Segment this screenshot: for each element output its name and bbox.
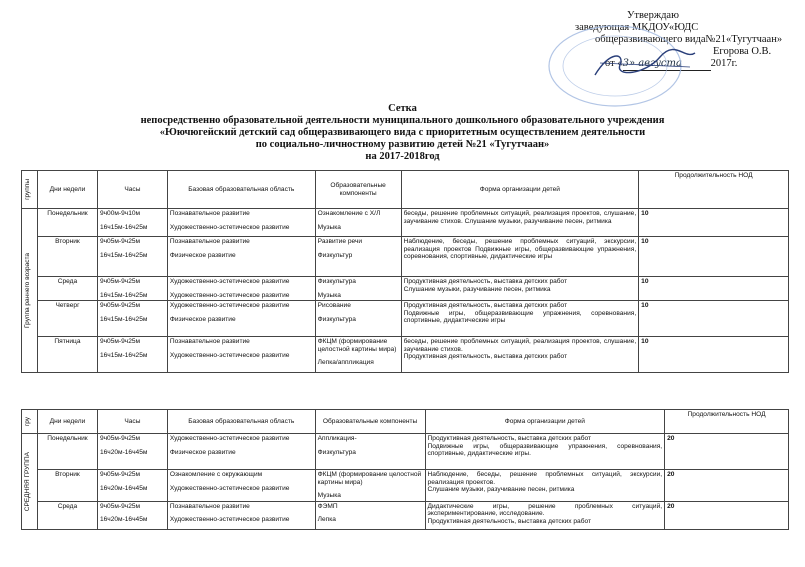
component-value: Физкультура xyxy=(317,315,356,323)
component-value: Музыка xyxy=(317,223,341,231)
area-value: Познавательное развитие xyxy=(169,502,250,510)
hours-cell xyxy=(97,301,167,337)
forms-text: беседы, решение проблемных ситуаций, реализация проектов, слушание, заучивание стихов. Продуктивная деятельность, выставка детских работ xyxy=(403,338,637,361)
table-row xyxy=(22,237,789,277)
area-cell xyxy=(167,501,315,529)
approval-line-2: заведующая МКДОУ«ЮДС xyxy=(575,22,699,33)
component-value: Музыка xyxy=(317,291,341,299)
day-label: Среда xyxy=(57,278,78,285)
header-forms: Форма организации детей xyxy=(425,410,665,434)
component-value: ФКЦМ (формирование целостной картины мира) xyxy=(317,471,422,486)
area-cell xyxy=(167,337,315,373)
components-cell xyxy=(315,337,401,373)
hours-cell xyxy=(97,501,167,529)
area-value: Художественно-эстетическое развитие xyxy=(169,278,290,285)
duration-value: 20 xyxy=(667,435,675,442)
table-row xyxy=(22,434,789,470)
header-duration: Продолжительность НОД xyxy=(639,171,789,209)
component-value: Рисование xyxy=(317,302,351,310)
area-value: Физическое развитие xyxy=(169,315,236,323)
duration-value: 10 xyxy=(641,210,649,217)
duration-value: 20 xyxy=(667,502,675,510)
title-line-5: на 2017-2018год xyxy=(365,151,440,162)
area-cell xyxy=(167,237,315,277)
day-label: Среда xyxy=(57,502,78,510)
hours-value: 9ч05м-9ч25м xyxy=(99,471,141,478)
duration-value: 10 xyxy=(641,278,649,285)
component-value: Физкультура xyxy=(317,278,356,285)
components-cell xyxy=(315,209,401,237)
hours-value: 16ч15м-16ч25м xyxy=(99,291,148,299)
hours-cell xyxy=(97,277,167,301)
component-value: Лепка/аппликация xyxy=(317,359,374,367)
component-value: ФЭМП xyxy=(317,502,338,510)
signature-icon xyxy=(590,45,700,83)
table-row xyxy=(22,470,789,502)
title-line-4: по социально-личностному развитию детей №21 «Тугутчаан» xyxy=(255,139,550,150)
forms-cell xyxy=(401,277,639,301)
forms-text: Наблюдение, беседы, решение проблемных ситуаций, экскурсии, реализация проектов. Слушание музыки, разучивание песен, ритмика xyxy=(427,471,663,494)
day-label: Четверг xyxy=(55,302,80,310)
forms-cell xyxy=(401,301,639,337)
area-cell xyxy=(167,470,315,502)
forms-text: Продуктивная деятельность, выставка детских работ Подвижные игры, общеразвивающие упражнения, соревнования, спортивные, дидактические игры. xyxy=(427,435,663,458)
duration-cell xyxy=(639,301,789,337)
area-cell xyxy=(167,209,315,237)
duration-cell xyxy=(665,501,789,529)
component-value: Ознакомление с Х/Л xyxy=(317,210,381,217)
day-cell xyxy=(37,209,97,237)
area-value: Художественно-эстетическое развитие xyxy=(169,302,290,310)
hours-cell xyxy=(97,470,167,502)
component-value: Физкультур xyxy=(317,251,353,259)
day-label: Пятница xyxy=(54,338,81,346)
approval-date-prefix: от « xyxy=(605,58,623,69)
duration-cell xyxy=(639,209,789,237)
component-value: Физкультура xyxy=(317,448,356,456)
components-cell xyxy=(315,301,401,337)
duration-cell xyxy=(665,470,789,502)
area-value: Познавательное развитие xyxy=(169,338,250,346)
forms-text: Дидактические игры, решение проблемных ситуаций, экспериментирование, исследование. Продуктивная деятельность, выставка детских работ xyxy=(427,502,663,525)
forms-text: Наблюдение, беседы, решение проблемных ситуаций, экскурсии, реализация проектов Подвижные игры, общеразвивающие упражнения, соревнования, спортивные, дидактические игры xyxy=(403,238,637,261)
approval-line-3: общеразвивающего вида№21«Тугутчаан» xyxy=(595,34,783,45)
area-value: Ознакомление с окружающим xyxy=(169,471,263,478)
day-cell xyxy=(37,434,97,470)
component-value: Развитие речи xyxy=(317,238,363,245)
day-cell xyxy=(37,301,97,337)
header-forms: Форма организации детей xyxy=(401,171,639,209)
document-title xyxy=(0,103,805,163)
forms-text: Продуктивная деятельность, выставка детских работ Слушание музыки, разучивание песен, ритмика xyxy=(403,278,568,293)
component-value: ФКЦМ (формирование целостной картины мира) xyxy=(317,338,397,353)
forms-cell xyxy=(401,337,639,373)
approval-handwritten-date: 3» августа xyxy=(623,58,711,71)
day-cell xyxy=(37,501,97,529)
hours-value: 9ч05м-9ч25м xyxy=(99,435,141,442)
group-name: Группа раннего возраста xyxy=(24,253,31,329)
hours-value: 16ч20м-16ч45м xyxy=(99,484,148,492)
header-day: Дни недели xyxy=(37,171,97,209)
group-name: СРЕДНЯЯ ГРУППА xyxy=(24,451,31,511)
header-components: Образовательные компоненты xyxy=(315,171,401,209)
components-cell xyxy=(315,434,425,470)
day-label: Вторник xyxy=(55,471,80,478)
hours-cell xyxy=(97,237,167,277)
approval-year: 2017г. xyxy=(710,58,738,69)
area-value: Художественно-эстетическое развитие xyxy=(169,223,290,231)
header-hours: Часы xyxy=(97,410,167,434)
hours-value: 9ч05м-9ч25м xyxy=(99,502,141,510)
component-value: Музыка xyxy=(317,492,341,500)
hours-value: 9ч00м-9ч10м xyxy=(99,210,141,217)
header-area: Базовая образовательная область xyxy=(167,171,315,209)
area-value: Познавательное развитие xyxy=(169,238,250,245)
title-line-1: Сетка xyxy=(388,103,417,114)
hours-cell xyxy=(97,434,167,470)
header-hours: Часы xyxy=(97,171,167,209)
forms-cell xyxy=(425,470,665,502)
area-value: Художественно-эстетическое развитие xyxy=(169,484,290,492)
components-cell xyxy=(315,277,401,301)
forms-text: беседы, решение проблемных ситуаций, реализация проектов, слушание, заучивание стихов. Слушание музыки, разучивание песен, ритмика xyxy=(403,210,637,225)
hours-value: 16ч15м-16ч25м xyxy=(99,223,148,231)
duration-value: 20 xyxy=(667,471,675,478)
duration-cell xyxy=(639,277,789,301)
day-cell xyxy=(37,337,97,373)
approval-line-1: Утверждаю xyxy=(627,10,679,21)
schedule-table-early xyxy=(21,170,789,373)
area-value: Художественно-эстетическое развитие xyxy=(169,291,290,299)
duration-value: 10 xyxy=(641,302,649,310)
forms-text: Продуктивная деятельность, выставка детских работ Подвижные игры, общеразвивающие упражнения, соревнования, спортивные, дидактические игры xyxy=(403,302,637,325)
component-value: Аппликация- xyxy=(317,435,357,442)
header-duration: Продолжительность НОД xyxy=(665,410,789,434)
table-row xyxy=(22,337,789,373)
day-label: Понедельник xyxy=(47,435,88,442)
area-value: Художественно-эстетическое развитие xyxy=(169,435,290,442)
area-cell xyxy=(167,277,315,301)
duration-cell xyxy=(639,337,789,373)
hours-value: 9ч05м-9ч25м xyxy=(99,278,141,285)
table-row xyxy=(22,301,789,337)
hours-value: 16ч15м-16ч25м xyxy=(99,251,148,259)
header-day: Дни недели xyxy=(37,410,97,434)
approval-line-4: Егорова О.В. xyxy=(713,46,772,57)
title-line-3: «Юючюгейский детский сад общеразвивающего вида с приоритетным осуществлением деятельности xyxy=(159,127,646,138)
day-cell xyxy=(37,277,97,301)
forms-cell xyxy=(425,434,665,470)
duration-cell xyxy=(639,237,789,277)
forms-cell xyxy=(425,501,665,529)
day-label: Вторник xyxy=(55,238,80,245)
hours-value: 9ч05м-9ч25м xyxy=(99,302,141,310)
hours-value: 16ч15м-16ч25м xyxy=(99,315,148,323)
title-line-2: непосредственно образовательной деятельности муниципального дошкольного образовательного учреждения xyxy=(140,115,665,126)
hours-value: 16ч20м-16ч45м xyxy=(99,516,148,524)
day-cell xyxy=(37,470,97,502)
hours-cell xyxy=(97,337,167,373)
hours-value: 9ч05м-9ч25м xyxy=(99,338,141,346)
area-value: Физическое развитие xyxy=(169,448,236,456)
area-value: Художественно-эстетическое развитие xyxy=(169,516,290,524)
table-row xyxy=(22,501,789,529)
area-cell xyxy=(167,434,315,470)
components-cell xyxy=(315,237,401,277)
header-group: группы xyxy=(24,179,31,200)
day-cell xyxy=(37,237,97,277)
duration-value: 10 xyxy=(641,338,649,346)
schedule-table-middle xyxy=(21,409,789,530)
header-components: Образовательные компоненты xyxy=(315,410,425,434)
hours-value: 16ч15м-16ч25м xyxy=(99,351,148,359)
hours-value: 16ч20м-16ч45м xyxy=(99,448,148,456)
header-area: Базовая образовательная область xyxy=(167,410,315,434)
area-value: Познавательное развитие xyxy=(169,210,250,217)
duration-cell xyxy=(665,434,789,470)
hours-cell xyxy=(97,209,167,237)
area-value: Физическое развитие xyxy=(169,251,236,259)
area-cell xyxy=(167,301,315,337)
components-cell xyxy=(315,470,425,502)
component-value: Лепка xyxy=(317,516,336,524)
header-group: гру xyxy=(24,416,31,427)
hours-value: 9ч05м-9ч25м xyxy=(99,238,141,245)
area-value: Художественно-эстетическое развитие xyxy=(169,351,290,359)
duration-value: 10 xyxy=(641,238,649,245)
forms-cell xyxy=(401,237,639,277)
table-row xyxy=(22,277,789,301)
table-row xyxy=(22,209,789,237)
day-label: Понедельник xyxy=(47,210,88,217)
forms-cell xyxy=(401,209,639,237)
components-cell xyxy=(315,501,425,529)
